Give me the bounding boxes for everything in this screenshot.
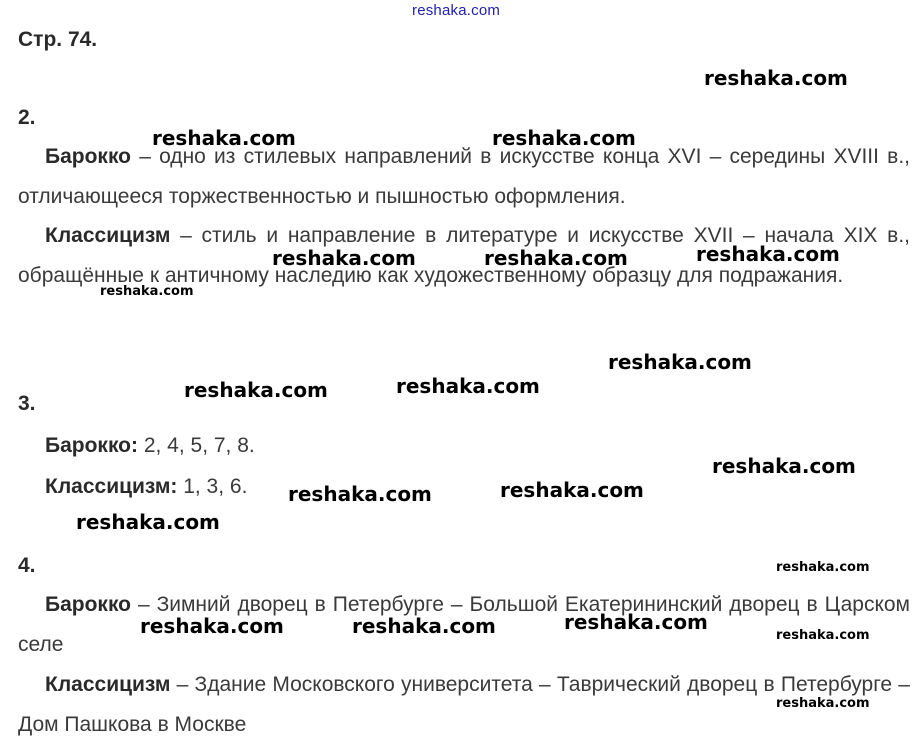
watermark: reshaka.com bbox=[140, 614, 284, 638]
watermark: reshaka.com bbox=[696, 242, 840, 266]
watermark: reshaka.com bbox=[288, 482, 432, 506]
watermark: reshaka.com bbox=[184, 378, 328, 402]
page-label: Стр. 74. bbox=[18, 28, 98, 51]
watermark: reshaka.com bbox=[484, 246, 628, 270]
definition-classicism-text: – стиль и направление в литературе и искусстве XVII – начала XIX в., обращённые к античному наследию как художественному образцу для подражания. bbox=[18, 224, 910, 287]
example-baroque-term: Барокко bbox=[45, 593, 131, 616]
example-baroque-text: – Зимний дворец в Петербурге – Большой Екатерининский дворец в Царском селе bbox=[18, 593, 910, 656]
watermark: reshaka.com bbox=[492, 126, 636, 150]
watermark: reshaka.com bbox=[712, 454, 856, 478]
watermark: reshaka.com bbox=[152, 126, 296, 150]
watermark: reshaka.com bbox=[272, 246, 416, 270]
watermark: reshaka.com bbox=[564, 610, 708, 634]
section-number-2: 2. bbox=[18, 106, 36, 129]
watermark: reshaka.com bbox=[776, 560, 870, 575]
watermark: reshaka.com bbox=[776, 628, 870, 643]
watermark: reshaka.com bbox=[352, 614, 496, 638]
section-number-4: 4. bbox=[18, 554, 36, 577]
term-classicism: Классицизм bbox=[45, 224, 171, 247]
definition-baroque-text: – одно из стилевых направлений в искусстве конца XVI – середины XVIII в., отличающееся торжественностью и пышностью оформления. bbox=[18, 145, 910, 208]
watermark: reshaka.com bbox=[704, 66, 848, 90]
watermark: reshaka.com bbox=[76, 510, 220, 534]
section-number-3: 3. bbox=[18, 392, 36, 415]
example-classicism-text: – Здание Московского университета – Таврический дворец в Петербурге – Дом Пашкова в Москве bbox=[18, 673, 910, 736]
watermark: reshaka.com bbox=[396, 374, 540, 398]
answer-baroque-values: 2, 4, 5, 7, 8. bbox=[138, 434, 255, 457]
example-classicism-term: Классицизм bbox=[45, 673, 171, 696]
top-watermark: reshaka.com bbox=[412, 2, 501, 19]
answer-classicism-values: 1, 3, 6. bbox=[177, 475, 248, 498]
answer-classicism bbox=[45, 475, 247, 499]
watermark: reshaka.com bbox=[608, 350, 752, 374]
answer-baroque bbox=[45, 434, 255, 458]
answer-baroque-term: Барокко: bbox=[45, 434, 138, 457]
term-baroque: Барокко bbox=[45, 145, 131, 168]
watermark: reshaka.com bbox=[776, 696, 870, 711]
watermark: reshaka.com bbox=[500, 478, 644, 502]
answer-classicism-term: Классицизм: bbox=[45, 475, 178, 498]
watermark: reshaka.com bbox=[100, 284, 194, 299]
